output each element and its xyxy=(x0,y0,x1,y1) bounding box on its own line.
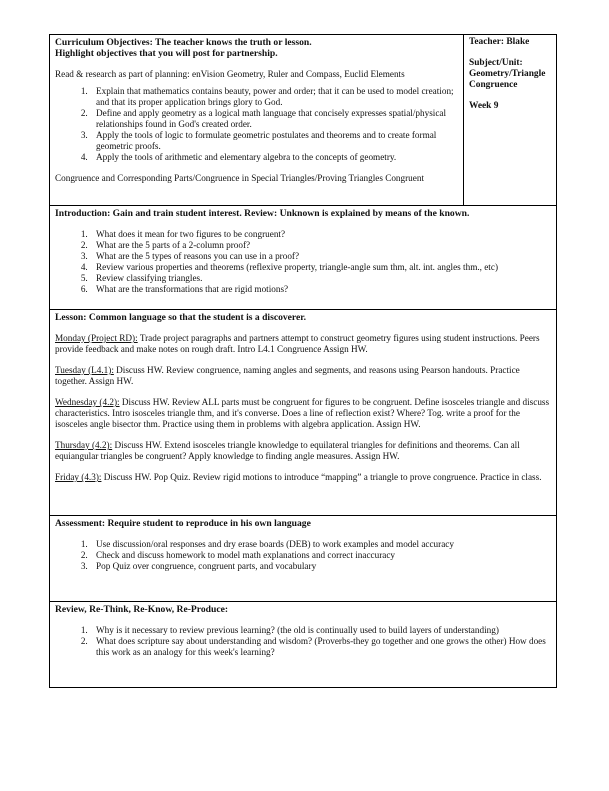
day-label: Monday (Project RD): xyxy=(55,333,138,343)
day-label: Wednesday (4.2): xyxy=(55,397,120,407)
day-text: Discuss HW. Review ALL parts must be congruent for figures to be congruent. Define isosceles triangle and discuss characteristics. Intro isosceles triangle thm, and it's converse. Does a line of reflection exist? Where? Tog. write a proof for the isosceles angle bisector thm. Practice using them in problems with algebra application. Assign HW. xyxy=(55,397,550,429)
subject-value: Geometry/Triangle xyxy=(469,69,546,79)
teacher-info-cell xyxy=(464,35,557,206)
week-label: Week 9 xyxy=(469,101,499,111)
curriculum-heading: Curriculum Objectives: The teacher knows the truth or lesson. xyxy=(55,37,312,48)
curriculum-cell xyxy=(50,35,464,206)
objective-item: 4. Apply the tools of arithmetic and elementary algebra to the concepts of geometry. xyxy=(90,152,458,163)
subject-label: Subject/Unit: xyxy=(469,58,523,68)
review-list xyxy=(55,625,551,658)
lesson-heading: Lesson: Common language so that the student is a discoverer. xyxy=(55,312,307,323)
lesson-row xyxy=(50,310,557,516)
introduction-item: 5. Review classifying triangles. xyxy=(90,273,551,284)
objective-item: 2. Define and apply geometry as a logical math language that concisely expresses spatial/physical relationships found in God's created order. xyxy=(90,108,458,130)
curriculum-row xyxy=(50,35,557,206)
day-text: Discuss HW. Review congruence, naming angles and segments, and reasons using Pearson handouts. Practice together. Assign HW. xyxy=(55,365,520,386)
introduction-cell xyxy=(50,206,557,310)
review-item: 1. Why is it necessary to review previous learning? (the old is continually used to build layers of understanding) xyxy=(90,625,551,636)
objective-item: 1. Explain that mathematics contains beauty, power and order; that it can be used to model creation; and that its proper application brings glory to God. xyxy=(90,86,458,108)
topics-line: Congruence and Corresponding Parts/Congruence in Special Triangles/Proving Triangles Congruent xyxy=(55,173,424,183)
lesson-day-friday xyxy=(55,472,551,483)
day-text: Trade project paragraphs and partners attempt to construct geometry figures using student instructions. Peers provide feedback and make notes on rough draft. Intro L4.1 Congruence Assign HW. xyxy=(55,333,540,354)
lesson-day-tuesday xyxy=(55,365,551,387)
introduction-item: 3. What are the 5 types of reasons you can use in a proof? xyxy=(90,251,551,262)
review-heading: Review, Re-Think, Re-Know, Re-Produce: xyxy=(55,604,229,615)
day-label: Tuesday (L4.1): xyxy=(55,365,114,375)
lesson-cell xyxy=(50,310,557,516)
lesson-day-thursday xyxy=(55,440,551,462)
assessment-list xyxy=(55,539,551,572)
introduction-item: 2. What are the 5 parts of a 2-column proof? xyxy=(90,240,551,251)
introduction-row xyxy=(50,206,557,310)
lesson-day-wednesday xyxy=(55,397,551,430)
assessment-item: 1. Use discussion/oral responses and dry erase boards (DEB) to work examples and model accuracy xyxy=(90,539,551,550)
assessment-cell xyxy=(50,516,557,602)
lesson-plan-table xyxy=(49,34,557,688)
day-label: Friday (4.3): xyxy=(55,472,102,482)
subject-value: Congruence xyxy=(469,80,518,90)
curriculum-subheading: Highlight objectives that you will post for partnership. xyxy=(55,48,278,59)
day-text: Discuss HW. Pop Quiz. Review rigid motions to introduce “mapping” a triangle to prove congruence. Practice in class. xyxy=(101,472,542,482)
introduction-item: 1. What does it mean for two figures to be congruent? xyxy=(90,229,551,240)
introduction-item: 6. What are the transformations that are rigid motions? xyxy=(90,284,551,295)
review-item: 2. What does scripture say about understanding and wisdom? (Proverbs-they go together and one grows the other) How does this work as an analogy for this week's learning? xyxy=(90,636,551,658)
assessment-item: 2. Check and discuss homework to model math explanations and correct inaccuracy xyxy=(90,550,551,561)
objectives-list xyxy=(55,86,458,163)
introduction-heading: Introduction: Gain and train student interest. Review: Unknown is explained by means of the known. xyxy=(55,208,470,219)
day-label: Thursday (4.2): xyxy=(55,440,113,450)
assessment-heading: Assessment: Require student to reproduce in his own language xyxy=(55,518,311,529)
research-line: Read & research as part of planning: enVision Geometry, Ruler and Compass, Euclid Elements xyxy=(55,69,405,79)
assessment-row xyxy=(50,516,557,602)
lesson-plan-page xyxy=(49,34,556,688)
lesson-day-monday xyxy=(55,333,551,355)
review-cell xyxy=(50,602,557,688)
introduction-item: 4. Review various properties and theorems (reflexive property, triangle-angle sum thm, alt. int. angles thm., etc) xyxy=(90,262,551,273)
introduction-list xyxy=(55,229,551,295)
assessment-item: 3. Pop Quiz over congruence, congruent parts, and vocabulary xyxy=(90,561,551,572)
review-row xyxy=(50,602,557,688)
objective-item: 3. Apply the tools of logic to formulate geometric postulates and theorems and to create formal geometric proofs. xyxy=(90,130,458,152)
teacher-name: Teacher: Blake xyxy=(469,37,530,47)
day-text: Discuss HW. Extend isosceles triangle knowledge to equilateral triangles for definitions and theorems. Can all equiangular triangles be congruent? Apply knowledge to finding angle measures. Assign HW. xyxy=(55,440,520,461)
